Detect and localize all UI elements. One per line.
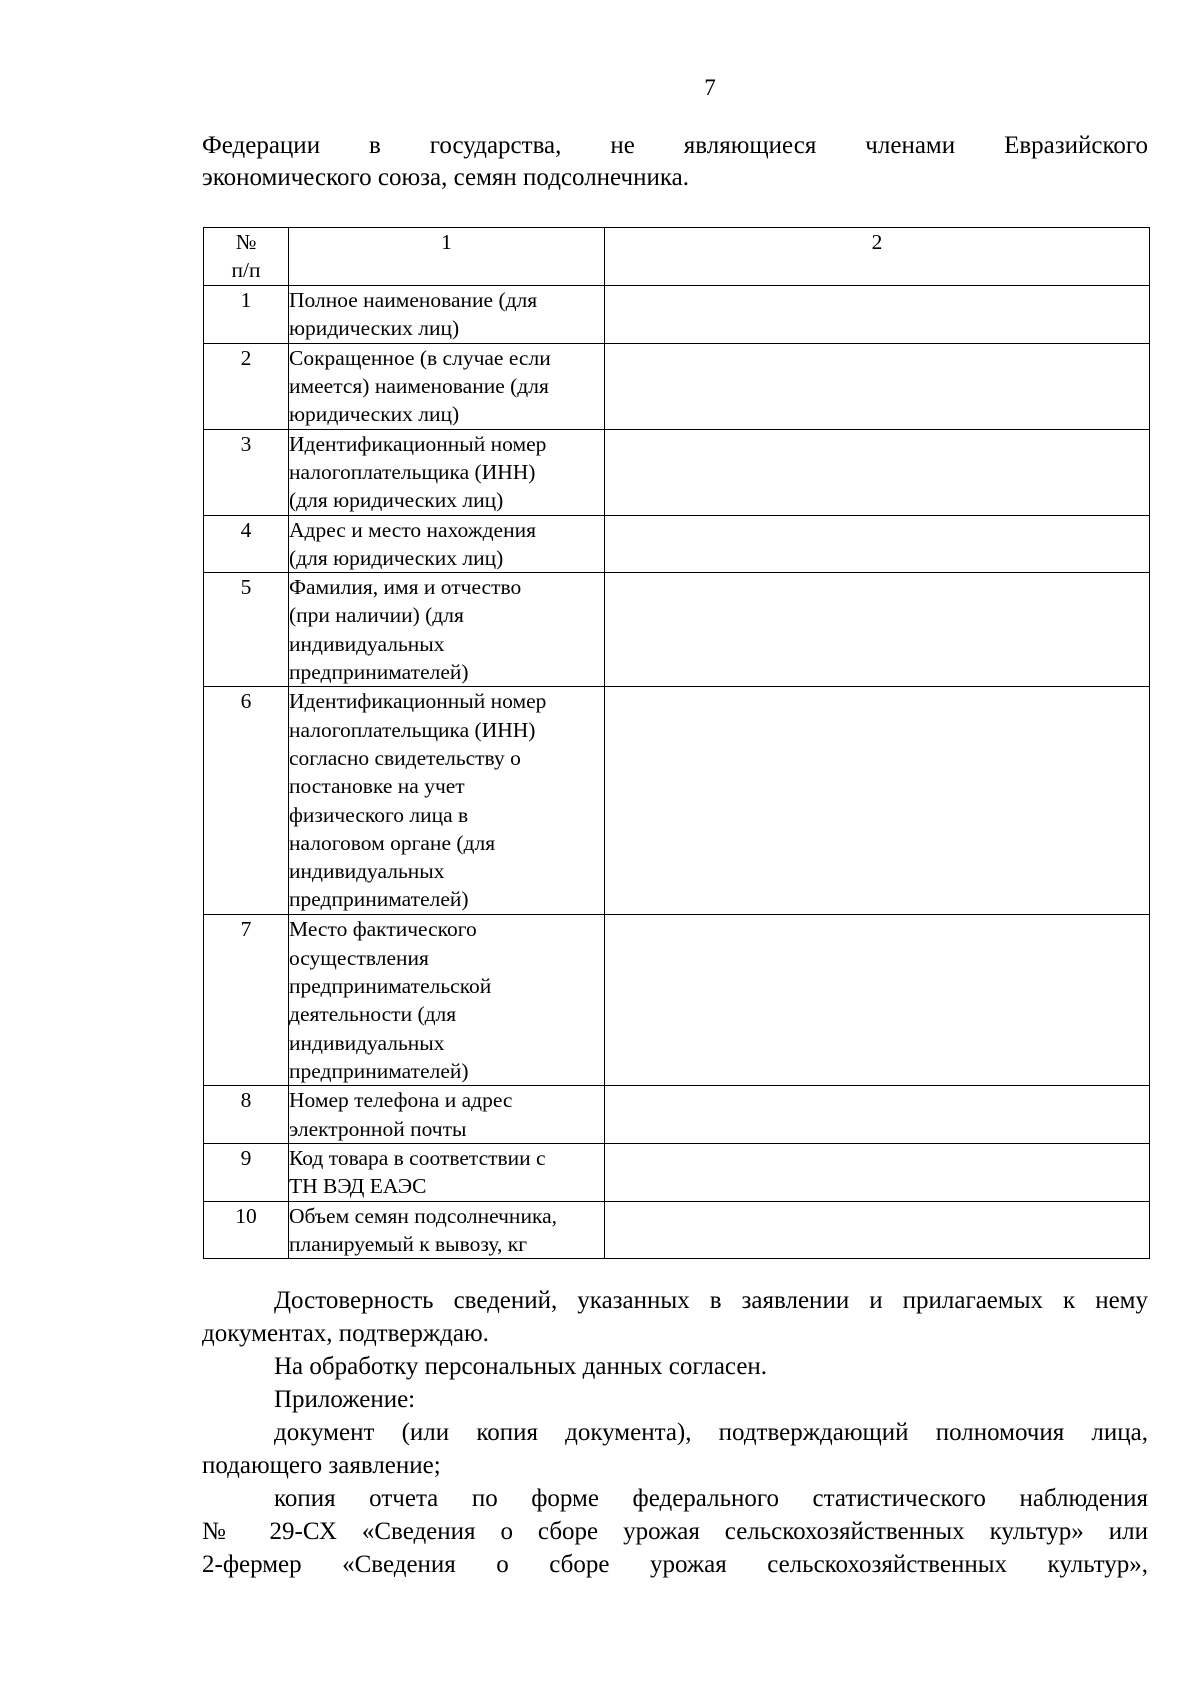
row-number: 7 bbox=[204, 915, 289, 1086]
attachment-item-1-line-1: документ (или копия документа), подтверждающий полномочия лица, bbox=[274, 1419, 1148, 1446]
row-number: 4 bbox=[204, 515, 289, 573]
table-row bbox=[204, 515, 1150, 573]
intro-line-1: Федерации в государства, не являющиеся членами Евразийского bbox=[202, 132, 1148, 159]
row-field-label: Фамилия, имя и отчество (при наличии) (для индивидуальных предпринимателей) bbox=[289, 573, 605, 687]
row-field-label: Место фактического осуществления предпринимательской деятельности (для индивидуальных предпринимателей) bbox=[289, 915, 605, 1086]
row-value-cell[interactable] bbox=[605, 573, 1150, 687]
row-field-label: Код товара в соответствии с ТН ВЭД ЕАЭС bbox=[289, 1143, 605, 1201]
table-row bbox=[204, 1201, 1150, 1259]
row-field-label: Номер телефона и адрес электронной почты bbox=[289, 1086, 605, 1144]
row-number: 5 bbox=[204, 573, 289, 687]
row-number: 6 bbox=[204, 687, 289, 915]
row-field-label: Идентификационный номер налогоплательщика (ИНН) (для юридических лиц) bbox=[289, 429, 605, 515]
intro-line-2: экономического союза, семян подсолнечника. bbox=[202, 164, 689, 191]
header-column-1: 1 bbox=[289, 228, 605, 286]
row-value-cell[interactable] bbox=[605, 1086, 1150, 1144]
row-value-cell[interactable] bbox=[605, 343, 1150, 429]
row-value-cell[interactable] bbox=[605, 286, 1150, 344]
row-number: 10 bbox=[204, 1201, 289, 1259]
table-row bbox=[204, 915, 1150, 1086]
row-value-cell[interactable] bbox=[605, 1201, 1150, 1259]
row-field-label: Полное наименование (для юридических лиц) bbox=[289, 286, 605, 344]
attachment-item-2-line-2: № 29-СХ «Сведения о сборе урожая сельскохозяйственных культур» или bbox=[202, 1518, 1148, 1545]
consent-line: На обработку персональных данных согласен. bbox=[274, 1353, 768, 1380]
row-value-cell[interactable] bbox=[605, 915, 1150, 1086]
row-field-label: Идентификационный номер налогоплательщика (ИНН) согласно свидетельству о постановке на учет физического лица в налоговом органе (для индивидуальных предпринимателей) bbox=[289, 687, 605, 915]
row-value-cell[interactable] bbox=[605, 1143, 1150, 1201]
attachment-item-2-line-3: 2-фермер «Сведения о сборе урожая сельскохозяйственных культур», bbox=[202, 1551, 1148, 1578]
intro-paragraph bbox=[202, 130, 1148, 194]
table-row bbox=[204, 1143, 1150, 1201]
table-row bbox=[204, 687, 1150, 915]
row-number: 1 bbox=[204, 286, 289, 344]
row-field-label: Адрес и место нахождения (для юридических лиц) bbox=[289, 515, 605, 573]
row-number: 3 bbox=[204, 429, 289, 515]
page-number: 7 bbox=[704, 75, 716, 100]
row-number: 8 bbox=[204, 1086, 289, 1144]
certification-line-2: документах, подтверждаю. bbox=[202, 1320, 489, 1347]
closing-text bbox=[202, 1284, 1148, 1581]
attachment-heading: Приложение: bbox=[274, 1386, 416, 1413]
table-row bbox=[204, 343, 1150, 429]
table-row bbox=[204, 286, 1150, 344]
row-field-label: Сокращенное (в случае если имеется) наименование (для юридических лиц) bbox=[289, 343, 605, 429]
row-field-label: Объем семян подсолнечника, планируемый к вывозу, кг bbox=[289, 1201, 605, 1259]
row-value-cell[interactable] bbox=[605, 429, 1150, 515]
certification-line-1: Достоверность сведений, указанных в заявлении и прилагаемых к нему bbox=[274, 1287, 1148, 1314]
table-row bbox=[204, 429, 1150, 515]
table-row bbox=[204, 1086, 1150, 1144]
row-number: 9 bbox=[204, 1143, 289, 1201]
header-column-2: 2 bbox=[605, 228, 1150, 286]
row-number: 2 bbox=[204, 343, 289, 429]
application-form-table bbox=[203, 227, 1150, 1259]
table-header-row bbox=[204, 228, 1150, 286]
attachment-item-2-line-1: копия отчета по форме федерального статистического наблюдения bbox=[274, 1485, 1148, 1512]
header-number: № п/п bbox=[204, 228, 289, 286]
attachment-item-1-line-2: подающего заявление; bbox=[202, 1452, 441, 1479]
row-value-cell[interactable] bbox=[605, 515, 1150, 573]
row-value-cell[interactable] bbox=[605, 687, 1150, 915]
table-row bbox=[204, 573, 1150, 687]
